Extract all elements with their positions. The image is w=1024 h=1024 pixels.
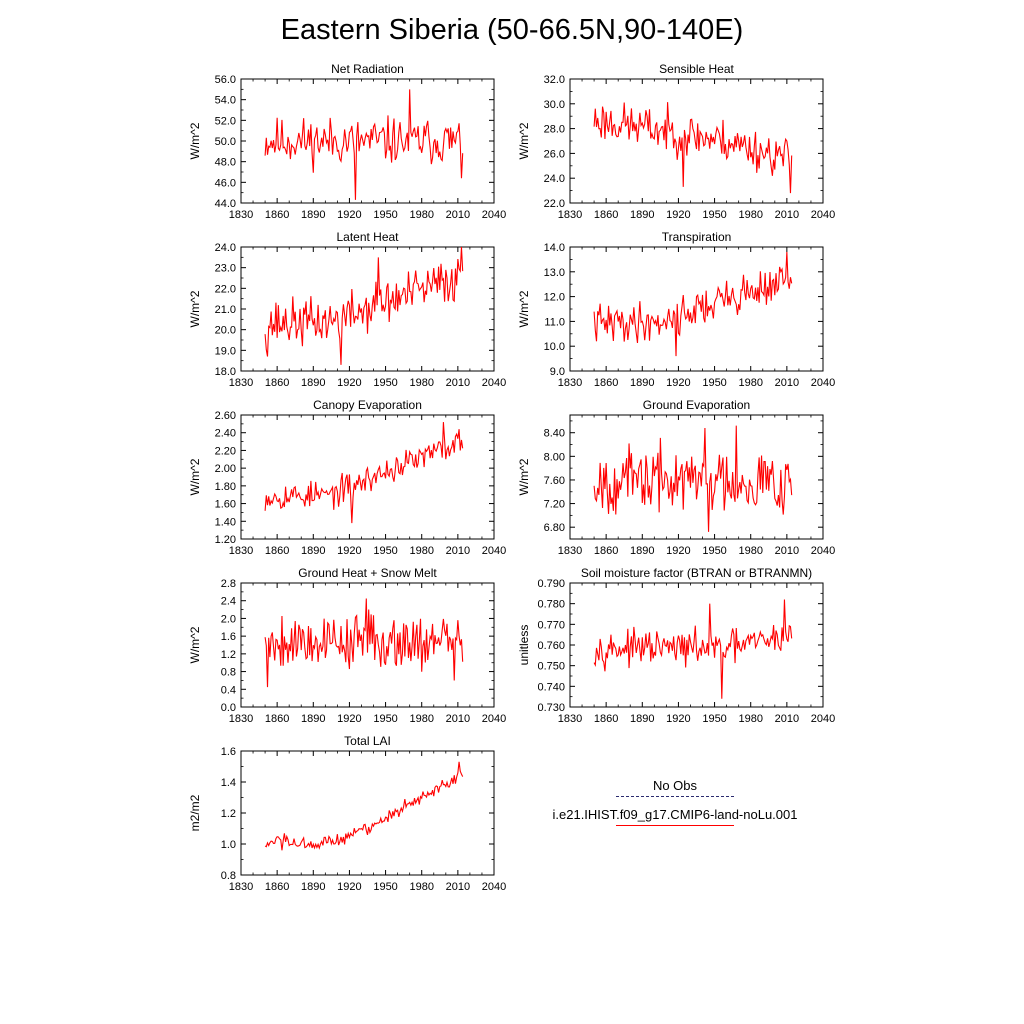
x-tick-label: 1830: [228, 209, 254, 221]
x-tick-label: 1920: [666, 545, 691, 557]
series-line: [594, 252, 792, 356]
x-tick-label: 2010: [445, 377, 471, 389]
x-tick-label: 1980: [738, 377, 763, 389]
y-tick-label: 54.0: [214, 94, 236, 107]
y-axis-label: m2/m2: [188, 794, 202, 832]
y-tick-label: 28.0: [543, 123, 565, 136]
x-tick-label: 1950: [373, 209, 398, 221]
x-tick-label: 1920: [666, 377, 691, 389]
x-tick-label: 2040: [481, 209, 507, 221]
panel-title: Ground Evaporation: [642, 398, 751, 412]
x-tick-label: 1890: [301, 209, 326, 221]
y-tick-label: 24.0: [214, 242, 236, 254]
series-line: [594, 426, 792, 532]
x-tick-label: 1860: [264, 209, 290, 221]
y-tick-label: 23.0: [214, 262, 236, 275]
x-tick-label: 1830: [557, 377, 583, 389]
x-tick-label: 1830: [228, 377, 254, 389]
x-tick-label: 1860: [264, 881, 290, 893]
x-tick-label: 1890: [301, 713, 326, 725]
page-title: Eastern Siberia (50-66.5N,90-140E): [280, 14, 744, 46]
y-tick-label: 1.0: [220, 839, 236, 851]
y-tick-label: 11.0: [544, 316, 565, 329]
y-tick-label: 24.0: [543, 173, 565, 186]
x-tick-label: 1860: [264, 377, 290, 389]
x-tick-label: 1890: [630, 209, 655, 221]
y-axis-label: W/m^2: [188, 626, 202, 664]
x-tick-label: 1830: [557, 209, 583, 221]
y-tick-label: 1.20: [214, 534, 236, 546]
y-tick-label: 1.6: [220, 631, 236, 644]
x-tick-label: 1950: [373, 545, 398, 557]
y-tick-label: 0.8: [220, 870, 236, 882]
panel-7: [517, 566, 835, 725]
x-tick-label: 1860: [593, 545, 619, 557]
y-tick-label: 32.0: [543, 74, 565, 86]
x-tick-label: 1890: [301, 881, 326, 893]
series-line: [265, 762, 463, 851]
panel-title: Ground Heat + Snow Melt: [298, 566, 437, 580]
panel-title: Total LAI: [344, 734, 391, 748]
panel-title: Canopy Evaporation: [313, 398, 422, 412]
series-line: [594, 600, 792, 699]
y-tick-label: 13.0: [543, 266, 565, 279]
y-tick-label: 46.0: [214, 177, 236, 190]
y-tick-label: 1.2: [220, 808, 236, 820]
x-tick-label: 2010: [445, 713, 471, 725]
legend-model-line: [616, 825, 734, 826]
x-tick-label: 1950: [702, 209, 727, 221]
y-tick-label: 2.40: [214, 427, 236, 440]
panel-4: [188, 398, 506, 557]
panel-title: Transpiration: [661, 230, 732, 244]
x-tick-label: 1950: [373, 881, 398, 893]
y-tick-label: 0.4: [220, 684, 236, 697]
y-tick-label: 48.0: [214, 156, 236, 169]
x-tick-label: 1920: [666, 209, 691, 221]
legend-obs-line: [616, 796, 734, 797]
y-axis-label: W/m^2: [517, 458, 531, 496]
x-tick-label: 1830: [557, 545, 583, 557]
series-line: [265, 247, 463, 365]
y-tick-label: 2.0: [220, 613, 236, 626]
y-tick-label: 1.60: [214, 498, 236, 511]
y-tick-label: 2.4: [220, 595, 236, 608]
x-tick-label: 1920: [666, 713, 691, 725]
plot-frame: [241, 751, 494, 875]
series-line: [265, 599, 463, 688]
y-tick-label: 0.750: [537, 660, 565, 673]
x-tick-label: 2040: [481, 881, 507, 893]
panel-0: [188, 62, 506, 221]
y-axis-label: W/m^2: [188, 122, 202, 160]
y-tick-label: 18.0: [214, 366, 236, 378]
x-tick-label: 1830: [228, 713, 254, 725]
panel-2: [188, 230, 506, 389]
x-tick-label: 1920: [337, 377, 362, 389]
y-tick-label: 56.0: [214, 74, 236, 86]
y-tick-label: 0.760: [537, 640, 565, 652]
x-tick-label: 2010: [774, 713, 800, 725]
x-tick-label: 2040: [481, 545, 507, 557]
y-tick-label: 9.0: [549, 366, 565, 378]
x-tick-label: 1980: [409, 881, 434, 893]
x-tick-label: 1860: [593, 209, 619, 221]
y-axis-label: W/m^2: [188, 458, 202, 496]
x-tick-label: 1980: [409, 713, 434, 725]
x-tick-label: 1860: [264, 545, 290, 557]
x-tick-label: 2010: [445, 545, 471, 557]
y-axis-label: W/m^2: [517, 122, 531, 160]
panel-1: [517, 62, 835, 221]
y-tick-label: 30.0: [543, 98, 565, 111]
x-tick-label: 2040: [810, 377, 836, 389]
y-tick-label: 26.0: [543, 148, 565, 161]
y-tick-label: 44.0: [214, 198, 236, 210]
panel-title: Sensible Heat: [659, 62, 734, 76]
x-tick-label: 1920: [337, 713, 362, 725]
y-tick-label: 14.0: [543, 242, 565, 254]
y-tick-label: 2.60: [214, 410, 236, 422]
y-tick-label: 0.8: [220, 666, 236, 679]
y-tick-label: 22.0: [214, 283, 236, 296]
x-tick-label: 2010: [774, 377, 800, 389]
x-tick-label: 2010: [445, 881, 471, 893]
y-tick-label: 22.0: [543, 198, 565, 210]
x-tick-label: 1980: [409, 545, 434, 557]
y-tick-label: 6.80: [543, 522, 565, 535]
x-tick-label: 1890: [301, 545, 326, 557]
x-tick-label: 1860: [264, 713, 290, 725]
x-tick-label: 1890: [630, 545, 655, 557]
y-tick-label: 1.2: [220, 648, 236, 661]
y-tick-label: 19.0: [214, 345, 236, 358]
panel-title: Latent Heat: [336, 230, 399, 244]
panel-3: [517, 230, 835, 389]
x-tick-label: 1950: [702, 545, 727, 557]
x-tick-label: 1950: [373, 713, 398, 725]
x-tick-label: 2040: [810, 545, 836, 557]
x-tick-label: 1830: [557, 713, 583, 725]
y-axis-label: W/m^2: [188, 290, 202, 328]
x-tick-label: 1860: [593, 377, 619, 389]
y-tick-label: 1.80: [214, 480, 236, 493]
x-tick-label: 2040: [481, 377, 507, 389]
x-tick-label: 2010: [445, 209, 471, 221]
x-tick-label: 1980: [738, 209, 763, 221]
x-tick-label: 1980: [409, 377, 434, 389]
x-tick-label: 1980: [738, 545, 763, 557]
plot-frame: [241, 415, 494, 539]
y-tick-label: 2.8: [220, 578, 236, 590]
x-tick-label: 1890: [301, 377, 326, 389]
x-tick-label: 1950: [702, 377, 727, 389]
legend-obs-label: No Obs: [652, 778, 698, 793]
y-tick-label: 8.40: [543, 427, 565, 440]
x-tick-label: 1830: [228, 881, 254, 893]
y-tick-label: 7.20: [543, 498, 565, 511]
y-tick-label: 50.0: [214, 136, 236, 148]
y-tick-label: 52.0: [214, 115, 236, 128]
y-tick-label: 10.0: [543, 341, 565, 354]
y-axis-label: W/m^2: [517, 290, 531, 328]
y-tick-label: 2.20: [214, 445, 236, 458]
y-tick-label: 0.0: [220, 702, 236, 714]
y-tick-label: 8.00: [543, 451, 565, 464]
x-tick-label: 1860: [593, 713, 619, 725]
legend-model-label: i.e21.IHIST.f09_g17.CMIP6-land-noLu.001: [552, 807, 798, 822]
y-tick-label: 0.790: [537, 578, 565, 590]
y-tick-label: 0.740: [537, 681, 565, 694]
y-tick-label: 7.60: [543, 474, 565, 487]
panel-title: Soil moisture factor (BTRAN or BTRANMN): [580, 566, 813, 580]
y-tick-label: 1.6: [220, 746, 236, 758]
y-tick-label: 1.4: [220, 777, 236, 789]
x-tick-label: 1980: [738, 713, 763, 725]
y-tick-label: 0.730: [537, 702, 565, 714]
x-tick-label: 1950: [373, 377, 398, 389]
x-tick-label: 2040: [481, 713, 507, 725]
y-tick-label: 0.770: [537, 619, 565, 632]
panel-5: [517, 398, 835, 557]
x-tick-label: 1920: [337, 881, 362, 893]
series-line: [265, 89, 463, 200]
x-tick-label: 1890: [630, 713, 655, 725]
series-line: [265, 422, 463, 523]
x-tick-label: 2040: [810, 713, 836, 725]
legend: [540, 778, 810, 836]
x-tick-label: 1950: [702, 713, 727, 725]
panel-6: [188, 566, 506, 725]
panel-title: Net Radiation: [331, 62, 404, 76]
y-tick-label: 12.0: [543, 291, 565, 304]
x-tick-label: 2010: [774, 545, 800, 557]
panel-8: [188, 734, 506, 893]
series-line: [594, 102, 792, 193]
x-tick-label: 2040: [810, 209, 836, 221]
y-tick-label: 20.0: [214, 324, 236, 337]
y-tick-label: 2.00: [214, 463, 236, 476]
y-tick-label: 21.0: [214, 304, 236, 316]
x-tick-label: 1920: [337, 209, 362, 221]
x-tick-label: 2010: [774, 209, 800, 221]
x-tick-label: 1890: [630, 377, 655, 389]
x-tick-label: 1920: [337, 545, 362, 557]
y-tick-label: 1.40: [214, 516, 236, 529]
x-tick-label: 1980: [409, 209, 434, 221]
y-tick-label: 0.780: [537, 598, 565, 611]
y-axis-label: unitless: [517, 624, 531, 666]
x-tick-label: 1830: [228, 545, 254, 557]
